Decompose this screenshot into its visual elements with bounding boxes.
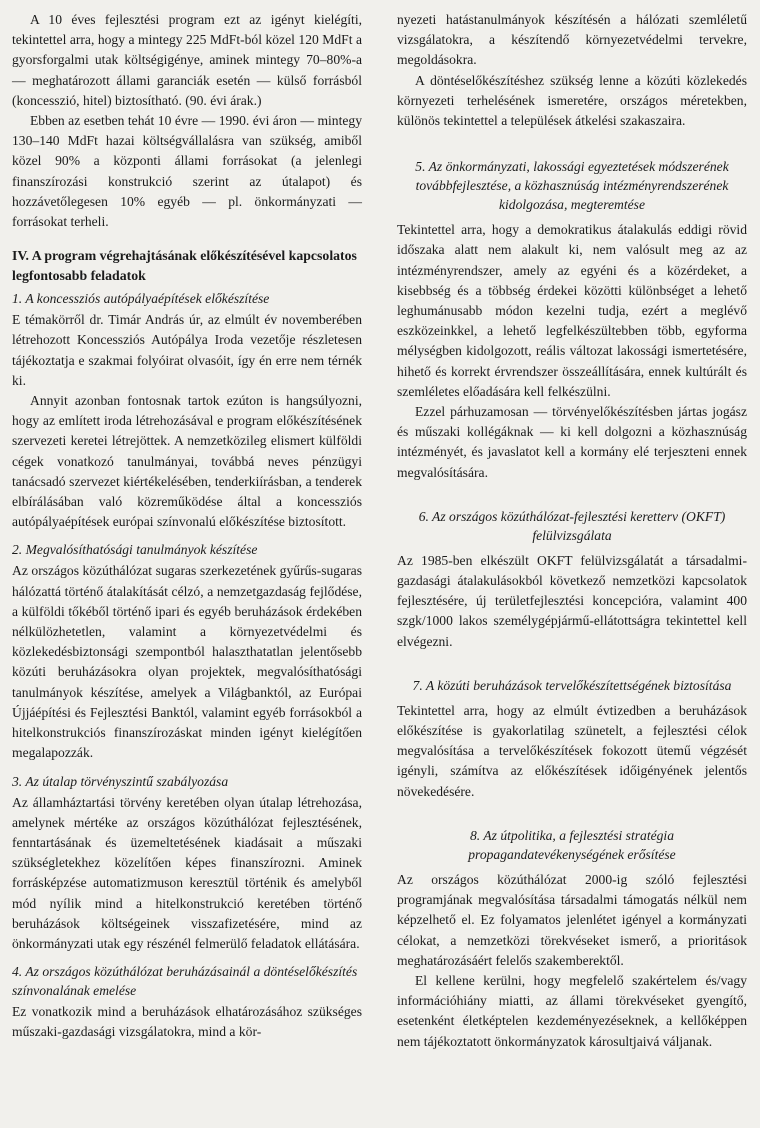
paragraph: Tekintettel arra, hogy a demokratikus átalakulás eddigi rövid időszaka alatt nem alakult ki, nem valósult meg az az intézményrendszer, amely az egyéni és a közérdeket, a kisebbség és a többség érdekei közötti különbséget a lehető leghumánusabb módon kezelni tudja, ezért a meglévő eszközeinkkel, a lehető legfelkészültebben több, egyforma mélységben kidolgozott, reális változat lakossági ismertetésére, hihető és korrekt érvrendszer összeállítására, ennek kultúrált és szemléletes előadására kell felkészülni. <box>397 222 747 399</box>
paragraph: Az országos közúthálózat sugaras szerkezetének gyűrűs-sugaras hálózattá történő átalakítását célzó, a nemzetgazdaság fejlődése, a külföldi tőkéből történő ipari és egyéb beruházások érdekében nélkülözhetetlen, valamint a környezetvédelmi és közlekedésbiztonsági szempontból halaszthatatlan jelentősebb közúti beruházásokra olyan projektek, megvalósíthatósági tanulmányok készítése, amelyek a Világbanktól, az Európai Újjáépítési és Fejlesztési Banktól, valamint egyéb forrásokból a hitelkonstrukciós finanszírozáskat minden igényt kielégítően megalapozzák. <box>12 563 362 761</box>
paragraph: Ebben az esetben tehát 10 évre — 1990. évi áron — mintegy 130–140 MdFt hazai költségvállalásra van szükség, amiből közel 90% a központi állami forrásokat (a jelenlegi finanszírozási konstrukció szerint az útalapot) és hozzávetőlegesen 10% egyéb — pl. önkormányzati — forrásokat terheli. <box>12 113 362 230</box>
paragraph: Az 1985-ben elkészült OKFT felülvizsgálatát a társadalmi-gazdasági átalakulásokból következő nemzetközi kapcsolatok fejlesztésére, új területfejlesztési koncepcióra, valamint 400 szgk/1000 lakos személygépjármű-ellátottságra tekintettel kell elvégezni. <box>397 552 747 649</box>
section-7-title: 7. A közúti beruházások tervelőkészítettségének biztosítása <box>412 677 732 693</box>
paragraph: E témakörről dr. Timár András úr, az elmúlt év novemberében létrehozott Koncessziós Autópálya Iroda vezetője részletesen tájékoztatja e szakmai folyóirat olvasóit, így én erre nem térnék ki. <box>12 312 362 388</box>
section-3-title: 3. Az útalap törvényszintű szabályozása <box>12 773 229 789</box>
part-heading: IV. A program végrehajtásának előkészítésével kapcsolatos legfontosabb feladatok <box>12 248 357 283</box>
paragraph: nyezeti hatástanulmányok készítésén a hálózati szemléletű vizsgálatokra, a készítendő környezetvédelmi tervekre, megoldásokra. <box>397 12 747 68</box>
paragraph: Ez vonatkozik mind a beruházások elhatározásához szükséges műszaki-gazdasági vizsgálatokra, mind a kör- <box>12 1004 362 1040</box>
paragraph: Az államháztartási törvény keretében olyan útalap létrehozása, amelynek mértéke az országos közúthálózat fejlesztésének, fenntartásának és üzemeltetésének kiadásait a műszaki szükségletekhez közelítően képes finanszírozni. Aminek forrásképzése automatizmuson keresztül történik és amelyből mód nyílik mind a hitelkonstrukció keretében történő beruházások költségeinek visszafizetésére, mind az önkormányzati utak egy részénél felmerülő feladatok ellátására. <box>12 794 362 951</box>
section-8-title: 8. Az útpolitika, a fejlesztési stratégia propagandatevékenységének erősítése <box>468 827 676 862</box>
section-1-title: 1. A koncessziós autópályaépítések előkészítése <box>12 291 270 307</box>
paragraph: Tekintettel arra, hogy az elmúlt évtizedben a beruházások előkészítése is gyakorlatilag szünetelt, a fejlesztési célok megvalósítása a tervelőkészítések fokozott ütemű végzését igényli, számítva az előkészítések időigényének jelentős növekedésére. <box>397 702 747 799</box>
paragraph: A döntéselőkészítéshez szükség lenne a közúti közlekedés környezeti terhelésének ismeretére, országos méretekben, különös tekintettel a települések átkelési szakaszaira. <box>397 72 747 129</box>
section-2-title: 2. Megvalósíthatósági tanulmányok készítése <box>12 542 258 558</box>
section-5-title: 5. Az önkormányzati, lakossági egyeztetések módszerének továbbfejlesztése, a közhasznúság intézményrendszerének kidolgozása, megteremtése <box>415 159 729 213</box>
paragraph: Az országos közúthálózat 2000-ig szóló fejlesztési programjának megvalósítása társadalmi támogatás nélkül nem képzelhető el. Ez folyamatos jelenlétet igényel a kormányzati célokat, a nemzetközi törekvéseket ismerő, a prioritások meghatározásáért felelős szakemberektől. <box>397 871 747 968</box>
paragraph: Ezzel párhuzamosan — törvényelőkészítésben jártas jogász és műszaki kollégáknak — ki kell dolgozni a közhasznúság intézményét, és javaslatot kell a kormány elé terjeszteni ennek megvalósítására. <box>397 404 747 480</box>
paragraph: Annyit azonban fontosnak tartok ezúton is hangsúlyozni, hogy az említett iroda létrehozásával e program előkészítésének szervezeti keretei létrejöttek. A nemzetközileg elismert külföldi cégek vonatkozó tanulmányai, továbbá neves pénzügyi tanácsadó szervezet kiértékelésében, tenderkiírásban, a tenderek elbírálásában való közreműködése által a koncessziós autópályaépítések európai színvonalú előkészítése biztosított. <box>12 393 362 530</box>
right-column <box>397 10 747 1052</box>
left-column <box>12 10 362 1043</box>
paragraph: El kellene kerülni, hogy megfelelő szakértelem és/vagy információhiány miatti, az állami törekvéseket gyengítő, esetenként életképtelen kezdeményezéseknek, a kellőképpen nem tájékoztatott önkormányzatok károsultjaivá váljanak. <box>397 972 747 1049</box>
section-4-title: 4. Az országos közúthálózat beruházásainál a döntéselőkészítés színvonalának emelése <box>12 964 358 999</box>
paragraph: A 10 éves fejlesztési program ezt az igényt kielégíti, tekintettel arra, hogy a mintegy 225 MdFt-ból közel 120 MdFt a gyorsforgalmi utak költségigénye, aminek mintegy 70–80%-a — meghatározott állami garanciák esetén — külső forrásból (koncesszió, hitel) biztosítható. (90. évi árak.) <box>12 12 362 108</box>
section-6-title: 6. Az országos közúthálózat-fejlesztési keretterv (OKFT) felülvizsgálata <box>418 508 726 543</box>
